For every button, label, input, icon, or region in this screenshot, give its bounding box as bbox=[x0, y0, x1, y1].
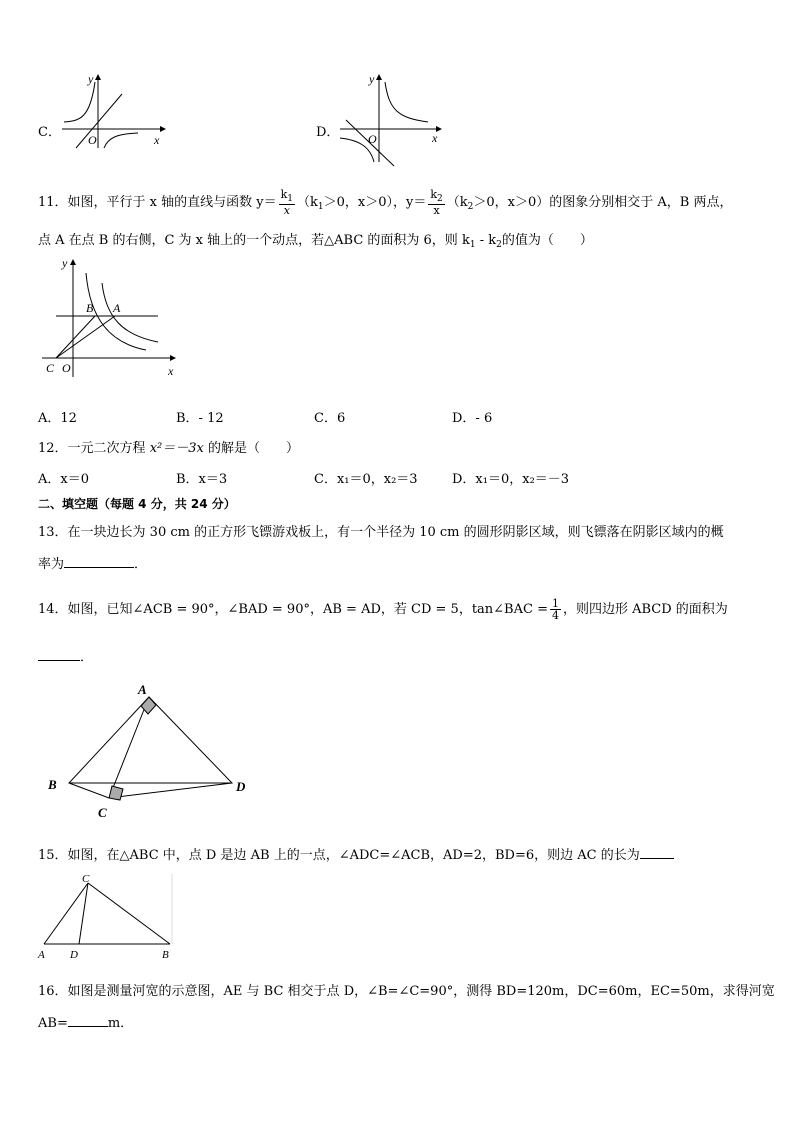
question-14-line2: ． bbox=[38, 646, 93, 665]
svg-text:A: A bbox=[138, 682, 147, 697]
answer-blank[interactable] bbox=[38, 647, 80, 661]
question-14-line1: 14．如图，已知∠ACB = 90°，∠BAD = 90°，AB = AD，若 CD = 5，tan∠BAC = $\frac{1}{4}$ ，则四边形 ABCD 的面积为 bbox=[38, 597, 728, 622]
svg-text:D: D bbox=[70, 949, 78, 961]
question-16-line2: AB= m． bbox=[38, 1012, 133, 1031]
svg-text:x: x bbox=[168, 364, 174, 378]
question-12-option-a[interactable]: A．x＝0 bbox=[38, 472, 89, 487]
svg-text:A: A bbox=[38, 949, 45, 961]
option-c-graph bbox=[58, 72, 168, 152]
question-12-stem: 12．一元二次方程 x²＝－3x 的解是（ ） bbox=[38, 441, 299, 456]
question-11-figure bbox=[38, 255, 188, 380]
question-11-line2: 点 A 在点 B 的右侧，C 为 x 轴上的一个动点，若△ABC 的面积为 6，则 $k_1 - k_2$的值为（ ） bbox=[38, 233, 593, 250]
answer-blank[interactable] bbox=[640, 845, 674, 859]
question-13-line2: 率为 ． bbox=[38, 553, 147, 572]
question-11-option-b[interactable]: B．- 12 bbox=[176, 411, 224, 426]
svg-text:C: C bbox=[82, 873, 90, 885]
question-15-stem: 15．如图，在△ABC 中，点 D 是边 AB 上的一点，∠ADC=∠ACB，AD=2，BD=6，则边 AC 的长为 bbox=[38, 844, 674, 863]
question-15-figure bbox=[38, 870, 178, 960]
fraction-k2-over-x: $\frac{k_2}{x}$ bbox=[430, 188, 443, 217]
axis-y-label: y bbox=[88, 72, 94, 86]
question-11-option-c[interactable]: C．6 bbox=[314, 411, 346, 426]
svg-text:O: O bbox=[62, 361, 71, 375]
axis-x-label: x bbox=[154, 133, 160, 147]
section-2-heading: 二、填空题（每题 4 分，共 24 分） bbox=[38, 497, 236, 511]
option-d-graph bbox=[336, 72, 446, 167]
option-d-label: D． bbox=[316, 125, 340, 140]
question-11-option-d[interactable]: D．- 6 bbox=[452, 411, 493, 426]
answer-blank[interactable] bbox=[68, 1013, 108, 1027]
option-c-label: C． bbox=[38, 125, 61, 140]
axis-x-label: x bbox=[432, 131, 438, 145]
svg-text:C: C bbox=[46, 361, 55, 375]
svg-text:B: B bbox=[48, 777, 57, 792]
question-13-line1: 13．在一块边长为 30 cm 的正方形飞镖游戏板上，有一个半径为 10 cm 的圆形阴影区域，则飞镖落在阴影区域内的概 bbox=[38, 525, 724, 540]
answer-blank[interactable] bbox=[64, 554, 134, 568]
question-14-figure bbox=[42, 682, 262, 822]
fraction-one-quarter: $\frac{1}{4}$ bbox=[551, 597, 559, 622]
origin-label: O bbox=[368, 132, 377, 146]
svg-text:B: B bbox=[86, 301, 94, 315]
question-12-option-b[interactable]: B．x＝3 bbox=[176, 472, 228, 487]
svg-text:D: D bbox=[236, 779, 246, 794]
axis-y-label: y bbox=[369, 72, 375, 86]
question-16-line1: 16．如图是测量河宽的示意图，AE 与 BC 相交于点 D，∠B=∠C=90°，测得 BD=120m，DC=60m，EC=50m，求得河宽 bbox=[38, 984, 775, 999]
svg-text:B: B bbox=[162, 949, 169, 961]
question-11-option-a[interactable]: A．12 bbox=[38, 411, 77, 426]
question-12-option-c[interactable]: C．x₁＝0，x₂＝3 bbox=[314, 472, 418, 487]
origin-label: O bbox=[88, 133, 97, 147]
svg-text:A: A bbox=[113, 301, 121, 315]
question-11-line1: 11．如图，平行于 x 轴的直线与函数 y＝ $\frac{k_1}{x}$ （$k_1>0$，x＞0），y＝ $\frac{k_2}{x}$ （$k_2>0$，x＞0）的图象分别相交于 A，B 两点， bbox=[38, 188, 733, 217]
svg-text:C: C bbox=[98, 805, 107, 820]
svg-text:y: y bbox=[62, 256, 68, 270]
fraction-k1-over-x: $\frac{k_1}{x}$ bbox=[280, 188, 294, 217]
question-12-option-d[interactable]: D．x₁＝0，x₂＝－3 bbox=[452, 472, 570, 487]
